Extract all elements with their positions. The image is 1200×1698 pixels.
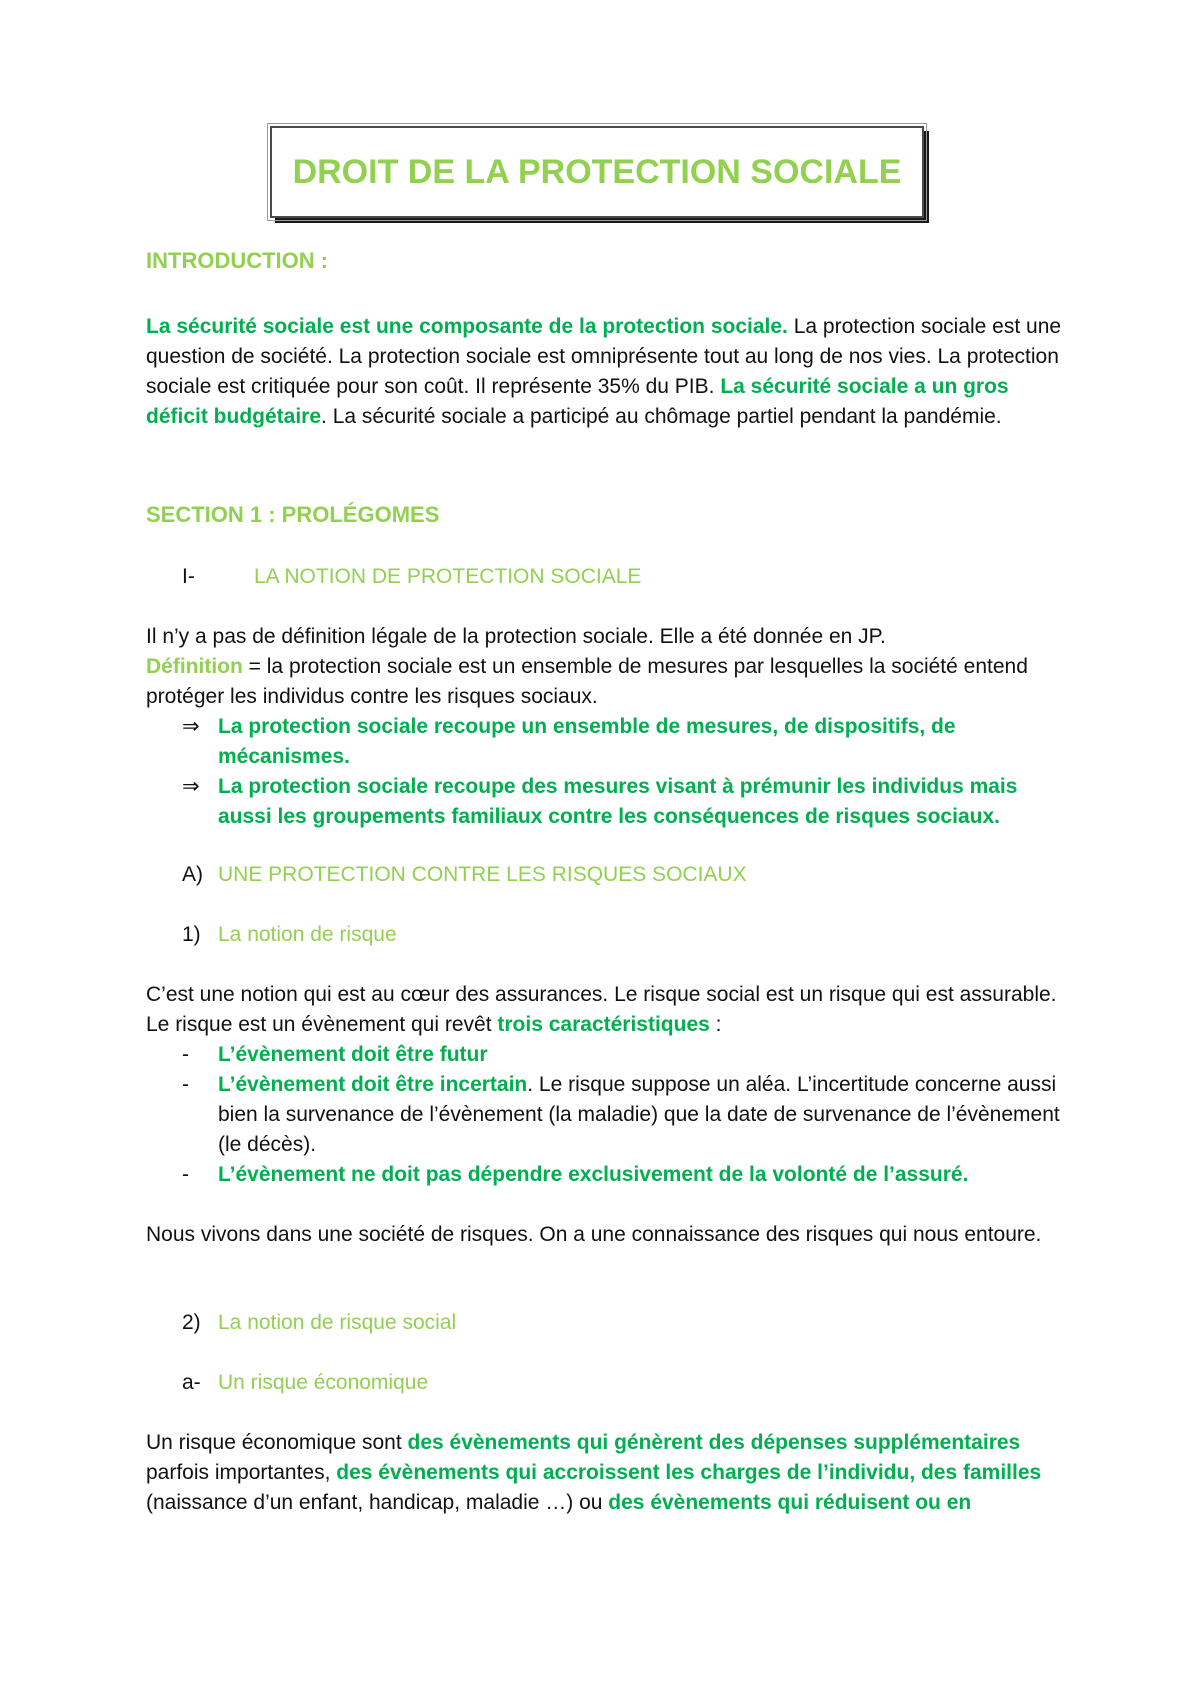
heading-1-title: La notion de risque bbox=[218, 923, 397, 946]
dash-marker: - bbox=[182, 1163, 189, 1186]
dash-item-2-text: . Le risque suppose un aléa. L’incertitude concerne aussi bien la survenance de l’évènement (la maladie) que la date de survenance de l’évènement (le décès). bbox=[218, 1073, 1060, 1156]
econ-text-2: parfois importantes, bbox=[146, 1461, 337, 1484]
econ-green-3: des évènements qui réduisent ou en bbox=[608, 1491, 972, 1514]
heading-2-title: La notion de risque social bbox=[218, 1311, 457, 1334]
intro-text-2: . La sécurité sociale a participé au chômage partiel pendant la pandémie. bbox=[321, 405, 1002, 428]
definition-label: Définition bbox=[146, 655, 243, 678]
risk-green: trois caractéristiques bbox=[497, 1013, 710, 1036]
heading-a-marker: a- bbox=[182, 1371, 201, 1394]
dash-item-2-green: L’évènement doit être incertain bbox=[218, 1073, 528, 1096]
dash-item-3-text: L’évènement ne doit pas dépendre exclusivement de la volonté de l’assuré. bbox=[218, 1163, 969, 1186]
intro-green-2: La sécurité sociale a un gros déficit budgétaire bbox=[146, 375, 1009, 428]
dash-marker: - bbox=[182, 1043, 189, 1066]
arrow-item-2-text: La protection sociale recoupe des mesures visant à prémunir les individus mais aussi les groupements familiaux contre les conséquences de risques sociaux. bbox=[218, 775, 1018, 828]
document-title: DROIT DE LA PROTECTION SOCIALE bbox=[292, 152, 902, 191]
heading-A-marker: A) bbox=[182, 863, 203, 886]
econ-green-1: des évènements qui génèrent des dépenses supplémentaires bbox=[407, 1431, 1021, 1454]
econ-green-2: des évènements qui accroissent les charges de l’individu, des familles bbox=[336, 1461, 1042, 1484]
dash-marker: - bbox=[182, 1073, 189, 1096]
society-paragraph: Nous vivons dans une société de risques. On a une connaissance des risques qui nous entoure. bbox=[146, 1223, 1042, 1246]
arrow-icon: ⇒ bbox=[182, 715, 200, 738]
econ-text-3: (naissance d’un enfant, handicap, maladie …) ou bbox=[146, 1491, 609, 1514]
definition-paragraph bbox=[146, 622, 1066, 712]
arrow-icon: ⇒ bbox=[182, 775, 200, 798]
econ-text-1: Un risque économique sont bbox=[146, 1431, 408, 1454]
heading-1-marker: 1) bbox=[182, 923, 201, 946]
dash-item-1-text: L’évènement doit être futur bbox=[218, 1043, 488, 1066]
heading-A-title: UNE PROTECTION CONTRE LES RISQUES SOCIAUX bbox=[218, 863, 747, 886]
heading-I-marker: I- bbox=[182, 565, 195, 588]
intro-text-1: La protection sociale est une question de société. La protection sociale est omniprésente tout au long de nos vies. La protection sociale est critiquée pour son coût. Il représente 35% du PIB. bbox=[146, 315, 1062, 398]
risk-text-2: : bbox=[709, 1013, 722, 1036]
intro-paragraph bbox=[146, 312, 1066, 432]
economic-risk-paragraph bbox=[146, 1428, 1066, 1518]
intro-green-1: La sécurité sociale est une composante de la protection sociale. bbox=[146, 315, 788, 338]
title-box bbox=[270, 126, 924, 218]
definition-line-1: Il n’y a pas de définition légale de la protection sociale. Elle a été donnée en JP. bbox=[146, 625, 886, 648]
definition-text: = la protection sociale est un ensemble de mesures par lesquelles la société entend protéger les individus contre les risques sociaux. bbox=[146, 655, 1028, 708]
arrow-item-1-text: La protection sociale recoupe un ensemble de mesures, de dispositifs, de mécanismes. bbox=[218, 715, 956, 768]
intro-heading: INTRODUCTION : bbox=[146, 248, 329, 273]
risk-paragraph bbox=[146, 980, 1066, 1040]
section1-heading: SECTION 1 : PROLÉGOMES bbox=[146, 502, 440, 527]
heading-a-title: Un risque économique bbox=[218, 1371, 429, 1394]
heading-I-title: LA NOTION DE PROTECTION SOCIALE bbox=[254, 565, 642, 588]
risk-text-1: C’est une notion qui est au cœur des assurances. Le risque social est un risque qui est assurable. Le risque est un évènement qui revêt bbox=[146, 983, 1057, 1036]
heading-2-marker: 2) bbox=[182, 1311, 201, 1334]
